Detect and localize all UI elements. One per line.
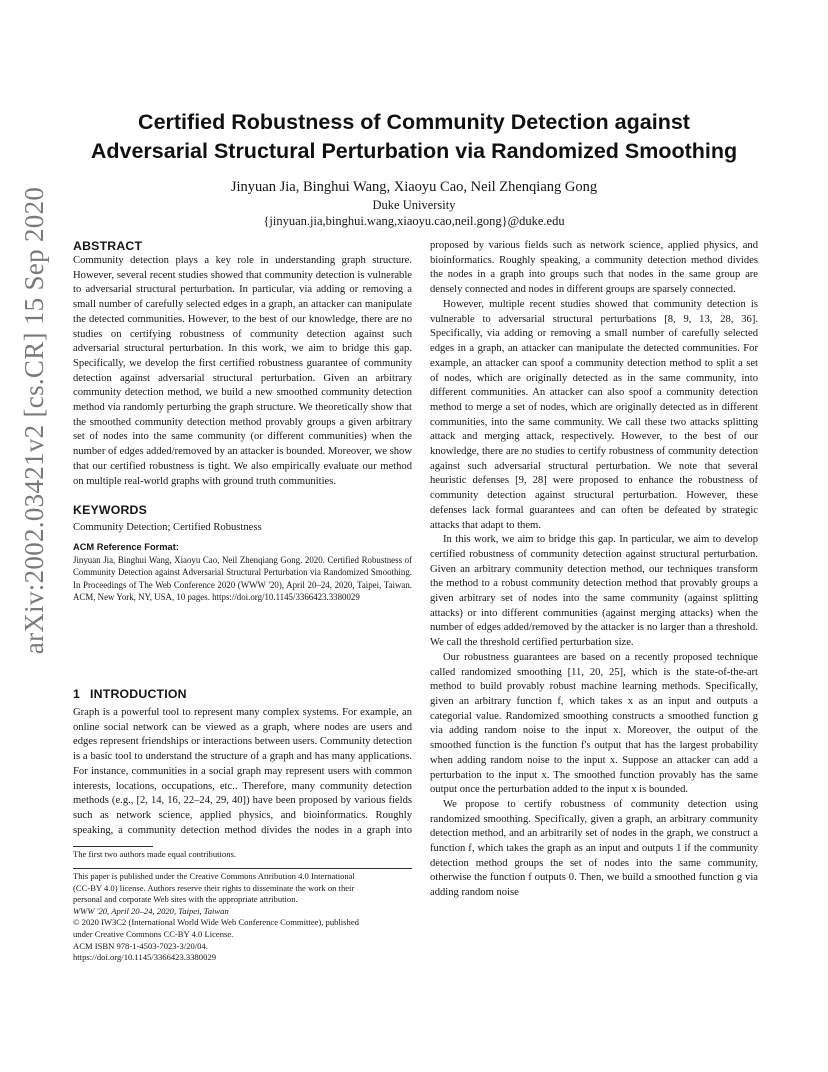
license-line: This paper is published under the Creative Commons Attribution 4.0 International [73, 871, 355, 881]
section-title: INTRODUCTION [90, 687, 187, 701]
arxiv-identifier-text: arXiv:2002.03421v2 [cs.CR] 15 Sep 2020 [19, 186, 50, 654]
paper-title [60, 108, 768, 166]
intro-paragraph-2: However, multiple recent studies showed that community detection is vulnerable to adversarial structural perturbations [8, 9, 13, 28, 36]. Specifically, via adding or removing a small number of carefully selected edges in a graph, an attacker can manipulate the detected communities. For example, an attacker can spoof a community detection method to split a set of nodes, which are originally detected as in the same community, into different communities. An attacker can also spoof a community detection method to merge a set of nodes, which are originally detected as in different communities, into the same community. We call these two attacks splitting attack and merging attack, respectively. However, to the best of our knowledge, there are no studies to certify robustness of community detection against such adversarial structural perturbation. We note that several heuristic defenses [9, 28] were proposed to enhance the robustness of community detection against structural perturbation. However, these defenses lack formal guarantees and can often be defeated by strategic attacks that adapt to them. [430, 299, 758, 531]
license-block [73, 871, 412, 964]
right-column [430, 240, 758, 901]
keywords-text: Community Detection; Certified Robustness [73, 522, 262, 534]
section-number: 1 [73, 687, 81, 701]
intro-paragraph-3: In this work, we aim to bridge this gap. In particular, we aim to develop certified robustness of community detection against structural perturbation. Given an arbitrary community detection method, our techniques transform the method to a robust community detection method that provably groups a given arbitrary set of nodes into the same community (against splitting attacks) or into different communities (against merging attacks) when the number of edges added/removed by the attacker is no larger than a threshold. We call the threshold certified perturbation size. [430, 534, 758, 649]
doi-line: https://doi.org/10.1145/3366423.3380029 [73, 952, 216, 963]
affiliation: Duke University [372, 198, 456, 212]
intro-paragraph-1-tail: proposed by various fields such as network science, applied physics, and bioinformatics. Roughly speaking, a community detection method divides the nodes in a graph into groups such that nodes in the same group are densely connected and nodes in different groups are sparsely connected. [430, 240, 758, 296]
copyright-line: © 2020 IW3C2 (International World Wide Web Conference Committee), published [73, 917, 359, 928]
footnote-divider [73, 846, 153, 847]
title-line-1: Certified Robustness of Community Detection against [138, 110, 690, 134]
acm-reference-text: Jinyuan Jia, Binghui Wang, Xiaoyu Cao, Neil Zhenqiang Gong. 2020. Certified Robustness of Community Detection against Adversarial Structural Perturbation via Randomized Smoothing. In Proceedings of The Web Conference 2020 (WWW '20), April 20–24, 2020, Taipei, Taiwan. ACM, New York, NY, USA, 10 pages. https://doi.org/10.1145/3366423.3380029 [73, 554, 412, 603]
intro-paragraph-1-continued [430, 240, 758, 298]
introduction-heading [73, 686, 412, 702]
footnote-equal-contribution [73, 849, 412, 861]
abstract-heading: ABSTRACT [73, 239, 143, 253]
license-line: (CC-BY 4.0) license. Authors reserve their rights to disseminate the work on their [73, 882, 355, 893]
intro-paragraph-5: We propose to certify robustness of community detection using randomized smoothing. Specifically, given a graph, an arbitrary community detection method, and an arbitrarily set of nodes in the graph, we construct a function f, which takes the graph as an input and outputs 1 if the community detection method groups the set of nodes into the same community, otherwise the function f outputs 0. Then, we build a smoothed function g via adding random noise [430, 798, 758, 899]
equal-contribution-note: The first two authors made equal contributions. [73, 849, 237, 859]
isbn-line: ACM ISBN 978-1-4503-7023-3/20/04. [73, 940, 208, 951]
arxiv-identifier-stamp [13, 140, 57, 700]
introduction-left [73, 686, 412, 838]
copyright-line: under Creative Commons CC-BY 4.0 License. [73, 928, 234, 939]
license-divider [73, 868, 412, 869]
abstract-text: Community detection plays a key role in understanding graph structure. However, several recent studies showed that community detection is vulnerable to adversarial structural perturbation. In particular, via adding or removing a small number of carefully selected edges in a graph, an attacker can manipulate the detected communities. However, to the best of our knowledge, there are no studies on certifying robustness of community detection against such adversarial structural perturbation. In this work, we aim to bridge this gap. Specifically, we develop the first certified robustness guarantee of community detection against adversarial structural perturbation. Given an arbitrary community detection method, we build a new smoothed community detection method via randomly perturbing the graph structure. We theoretically show that the smoothed community detection method provably groups a given arbitrary set of nodes into the same community (or different communities) when the number of edges added/removed by an attacker is bounded. Moreover, we show that our certified robustness is tight. We also empirically evaluate our method on multiple real-world graphs with ground truth communities. [73, 255, 412, 487]
author-list: Jinyuan Jia, Binghui Wang, Xiaoyu Cao, Neil Zhenqiang Gong [230, 179, 598, 195]
intro-paragraph-1: Graph is a powerful tool to represent many complex systems. For example, an online social network can be viewed as a graph, where nodes are users and edges represent friendships or interactions between users. Community detection is a basic tool to understand the structure of a graph and has many applications. For instance, communities in a social graph may represent users with common interests, locations, occupations, etc.. Therefore, many community detection methods (e.g., [2, 14, 16, 22–24, 29, 40]) have been proposed by various fields such as network science, applied physics, and bioinformatics. Roughly speaking, a community detection method divides the nodes in a graph into [73, 707, 412, 836]
license-line: personal and corporate Web sites with the appropriate attribution. [73, 894, 298, 905]
acm-reference-heading: ACM Reference Format: [73, 541, 179, 552]
intro-paragraph-4: Our robustness guarantees are based on a recently proposed technique called randomized smoothing [11, 20, 25], which is the state-of-the-art method to build provably robust machine learning methods. Specifically, given an arbitrary function f, which takes x as an input and outputs a categorial value. Randomized smoothing constructs a smoothed function g via adding random noise to the input x. Moreover, the output of the smoothed function is the function f's output that has the largest probability when adding random noise to the input x. Suppose an attacker can add a perturbation to the input x. The smoothed function provably has the same output once the perturbation added to the input x is bounded. [430, 651, 758, 796]
keywords-heading: KEYWORDS [73, 503, 148, 518]
author-emails: {jinyuan.jia,binghui.wang,xiaoyu.cao,neil.gong}@duke.edu [263, 214, 565, 228]
venue-line: WWW '20, April 20–24, 2020, Taipei, Taiwan [73, 905, 229, 916]
title-line-2: Adversarial Structural Perturbation via Randomized Smoothing [90, 139, 738, 163]
left-column [73, 238, 412, 604]
